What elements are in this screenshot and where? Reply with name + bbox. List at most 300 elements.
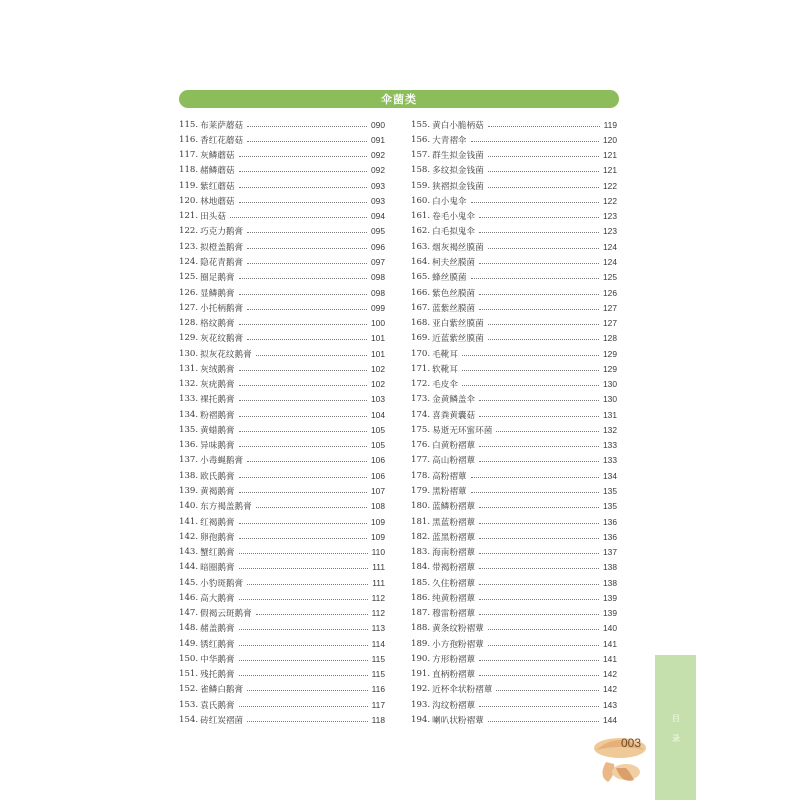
entry-title: 小方孢粉褶蕈	[432, 639, 484, 650]
toc-entry	[179, 163, 385, 178]
dot-leader	[479, 705, 599, 707]
entry-number: 173.	[411, 394, 431, 405]
entry-page-number: 130	[603, 379, 617, 390]
entry-number: 155.	[411, 119, 431, 130]
dot-leader	[247, 125, 367, 127]
entry-page-number: 127	[603, 318, 617, 329]
entry-number: 192.	[411, 684, 431, 695]
entry-number: 171.	[411, 363, 431, 374]
entry-title: 小托柄鹅膏	[200, 303, 244, 314]
entry-number: 158.	[411, 165, 431, 176]
entry-title: 异味鹅膏	[200, 441, 235, 452]
toc-entry	[411, 392, 617, 407]
dot-leader	[239, 399, 367, 401]
toc-entry	[411, 697, 617, 712]
entry-title: 黄褐鹅膏	[200, 487, 235, 497]
toc-entry	[411, 209, 617, 224]
entry-page-number: 141	[603, 653, 617, 664]
dot-leader	[239, 537, 367, 539]
toc-entry	[179, 712, 385, 727]
entry-page-number: 133	[603, 455, 617, 466]
dot-leader	[239, 659, 368, 661]
entry-number: 191.	[411, 669, 431, 680]
entry-number: 169.	[411, 333, 431, 344]
entry-number: 115.	[179, 119, 199, 130]
entry-number: 153.	[179, 699, 199, 710]
toc-entry	[411, 407, 617, 422]
entry-title: 蓝黑粉褶蕈	[432, 532, 476, 543]
entry-page-number: 102	[371, 379, 385, 390]
entry-title: 锈红鹅膏	[200, 639, 235, 650]
toc-entry	[179, 514, 385, 529]
toc-entry	[411, 331, 617, 346]
entry-number: 116.	[179, 134, 199, 145]
dot-leader	[239, 491, 367, 493]
entry-number: 172.	[411, 379, 431, 390]
dot-leader	[479, 613, 599, 615]
entry-number: 135.	[179, 424, 199, 435]
toc-entry	[411, 483, 617, 498]
dot-leader	[462, 384, 599, 386]
toc-entry	[179, 117, 385, 132]
toc-entry	[411, 514, 617, 529]
entry-number: 190.	[411, 653, 431, 664]
entry-number: 175.	[411, 424, 431, 435]
toc-entry	[411, 346, 617, 361]
entry-number: 151.	[179, 669, 199, 680]
entry-page-number: 098	[371, 287, 385, 298]
toc-entry	[179, 438, 385, 453]
toc-entry	[179, 590, 385, 605]
entry-title: 纯黄粉褶蕈	[432, 593, 476, 604]
dot-leader	[488, 720, 599, 722]
dot-leader	[239, 705, 368, 707]
dot-leader	[479, 231, 599, 233]
entry-page-number: 113	[371, 623, 385, 634]
entry-page-number: 142	[603, 669, 617, 680]
side-tab-label-char: 目	[672, 714, 680, 723]
dot-leader	[479, 598, 599, 600]
entry-page-number: 139	[603, 592, 617, 603]
dot-leader	[479, 415, 599, 417]
entry-title: 香红花蘑菇	[200, 135, 244, 146]
dot-leader	[239, 674, 368, 676]
entry-number: 126.	[179, 287, 199, 298]
entry-page-number: 094	[371, 211, 385, 222]
dot-leader	[239, 186, 367, 188]
entry-number: 154.	[179, 714, 199, 725]
dot-leader	[239, 445, 367, 447]
toc-entry	[179, 453, 385, 468]
entry-page-number: 095	[371, 226, 385, 237]
entry-title: 拟灰花纹鹅膏	[200, 349, 252, 360]
entry-page-number: 109	[371, 531, 385, 542]
toc-entry	[179, 499, 385, 514]
entry-number: 141.	[179, 516, 199, 527]
entry-page-number: 093	[371, 195, 385, 206]
entry-title: 粉褶鹅膏	[200, 410, 235, 421]
entry-title: 白毛拟鬼伞	[432, 227, 476, 238]
entry-number: 180.	[411, 501, 431, 512]
entry-title: 中华鹅膏	[200, 654, 235, 665]
entry-page-number: 144	[603, 714, 617, 725]
toc-entry	[411, 575, 617, 590]
toc-entry	[411, 193, 617, 208]
entry-page-number: 100	[371, 318, 385, 329]
entry-number: 133.	[179, 394, 199, 405]
entry-page-number: 101	[371, 333, 385, 344]
dot-leader	[479, 445, 599, 447]
dot-leader	[496, 430, 599, 432]
entry-title: 灰鳞蘑菇	[200, 151, 235, 162]
dot-leader	[247, 720, 368, 722]
dot-leader	[247, 231, 367, 233]
entry-number: 122.	[179, 226, 199, 237]
entry-number: 143.	[179, 547, 199, 558]
entry-page-number: 137	[603, 547, 617, 558]
entry-page-number: 101	[371, 348, 385, 359]
entry-title: 蓝紫丝膜菌	[432, 303, 476, 314]
entry-page-number: 098	[371, 272, 385, 283]
dot-leader	[239, 369, 367, 371]
entry-page-number: 092	[371, 150, 385, 161]
toc-entry	[411, 499, 617, 514]
entry-title: 卷毛小鬼伞	[432, 212, 476, 223]
dot-leader	[479, 674, 599, 676]
toc-entry	[179, 544, 385, 559]
dot-leader	[488, 247, 599, 249]
entry-title: 灰花纹鹅膏	[200, 334, 244, 345]
entry-page-number: 121	[603, 165, 617, 176]
entry-page-number: 134	[603, 470, 617, 481]
entry-title: 软靴耳	[432, 364, 458, 375]
entry-number: 170.	[411, 348, 431, 359]
entry-title: 柯夫丝膜菌	[432, 258, 476, 269]
entry-title: 白黄粉褶蕈	[432, 441, 476, 452]
entry-title: 格纹鹅膏	[200, 319, 235, 330]
entry-title: 方形粉褶蕈	[432, 654, 476, 665]
dot-leader	[479, 506, 599, 508]
entry-number: 149.	[179, 638, 199, 649]
dot-leader	[247, 140, 367, 142]
toc-entry	[411, 712, 617, 727]
entry-title: 毛靴耳	[432, 349, 458, 360]
entry-title: 巧克力鹅膏	[200, 227, 244, 238]
entry-title: 田头菇	[200, 212, 226, 223]
entry-number: 193.	[411, 699, 431, 710]
entry-title: 沟纹粉褶蕈	[432, 700, 476, 711]
toc-entry	[179, 285, 385, 300]
entry-page-number: 135	[603, 501, 617, 512]
toc-entry	[411, 544, 617, 559]
dot-leader	[247, 460, 367, 462]
entry-page-number: 109	[371, 516, 385, 527]
entry-title: 紫红蘑菇	[200, 181, 235, 192]
entry-number: 152.	[179, 684, 199, 695]
toc-entry	[411, 148, 617, 163]
entry-title: 小毒蝇鹅膏	[200, 456, 244, 467]
dot-leader	[256, 613, 368, 615]
toc-entry	[179, 636, 385, 651]
entry-title: 金黄鳞盖伞	[432, 395, 476, 406]
toc-entry	[411, 270, 617, 285]
toc-entry	[179, 422, 385, 437]
entry-number: 146.	[179, 592, 199, 603]
dot-leader	[239, 323, 367, 325]
toc-entry	[411, 636, 617, 651]
entry-title: 灰疣鹅膏	[200, 380, 235, 391]
toc-entry	[411, 468, 617, 483]
entry-number: 156.	[411, 134, 431, 145]
dot-leader	[488, 155, 599, 157]
dot-leader	[479, 308, 599, 310]
entry-page-number: 111	[372, 562, 385, 573]
toc-entry	[179, 697, 385, 712]
entry-page-number: 099	[371, 302, 385, 313]
entry-title: 显鳞鹅膏	[200, 288, 235, 299]
dot-leader	[230, 216, 367, 218]
toc-entry	[179, 529, 385, 544]
toc-entry	[179, 132, 385, 147]
entry-title: 雀鳞白鹅膏	[200, 685, 244, 696]
dot-leader	[479, 583, 599, 585]
entry-page-number: 106	[371, 470, 385, 481]
entry-number: 160.	[411, 195, 431, 206]
entry-title: 狭褶拟金钱菌	[432, 181, 484, 192]
dot-leader	[496, 689, 599, 691]
dot-leader	[488, 125, 600, 127]
entry-title: 群生拟金钱菌	[432, 151, 484, 162]
toc-entry	[411, 239, 617, 254]
entry-page-number: 090	[371, 119, 385, 130]
entry-number: 119.	[179, 180, 199, 191]
entry-page-number: 129	[603, 348, 617, 359]
toc-entry	[411, 590, 617, 605]
entry-page-number: 120	[603, 134, 617, 145]
dot-leader	[239, 522, 367, 524]
entry-title: 蜂丝膜菌	[432, 273, 467, 284]
toc-entry	[411, 178, 617, 193]
entry-page-number: 105	[371, 440, 385, 451]
dot-leader	[247, 338, 367, 340]
dot-leader	[471, 491, 599, 493]
entry-title: 灰绒鹅膏	[200, 364, 235, 375]
entry-title: 圈足鹅膏	[200, 273, 235, 284]
entry-page-number: 135	[603, 486, 617, 496]
toc-entry	[411, 667, 617, 682]
entry-title: 袁氏鹅膏	[200, 700, 235, 711]
toc-entry	[411, 361, 617, 376]
entry-number: 168.	[411, 318, 431, 329]
entry-title: 烟灰褐丝膜菌	[432, 242, 484, 253]
toc-entry	[179, 560, 385, 575]
entry-number: 127.	[179, 302, 199, 313]
entry-number: 187.	[411, 608, 431, 619]
entry-title: 高粉褶蕈	[432, 471, 467, 482]
dot-leader	[239, 644, 368, 646]
dot-leader	[471, 201, 599, 203]
entry-title: 直柄粉褶蕈	[432, 670, 476, 681]
entry-page-number: 129	[603, 363, 617, 374]
entry-title: 东方褐盖鹅膏	[200, 502, 252, 513]
entry-number: 167.	[411, 302, 431, 313]
entry-page-number: 097	[371, 257, 385, 268]
toc-entry	[411, 560, 617, 575]
entry-number: 130.	[179, 348, 199, 359]
entry-title: 黑粉褶蕈	[432, 487, 467, 497]
toc-entry	[411, 254, 617, 269]
toc-entry	[411, 651, 617, 666]
dot-leader	[256, 354, 367, 356]
entry-title: 紫色丝膜菌	[432, 288, 476, 299]
entry-page-number: 123	[603, 211, 617, 222]
toc-entry	[179, 209, 385, 224]
entry-page-number: 091	[371, 134, 385, 145]
entry-title: 喜粪黄囊菇	[432, 410, 476, 421]
entry-number: 165.	[411, 272, 431, 283]
entry-page-number: 121	[603, 150, 617, 161]
entry-title: 蟹红鹅膏	[200, 548, 235, 559]
toc-entry	[411, 132, 617, 147]
dot-leader	[247, 689, 368, 691]
entry-number: 194.	[411, 714, 431, 725]
toc-entry	[179, 331, 385, 346]
entry-number: 145.	[179, 577, 199, 588]
entry-page-number: 143	[603, 699, 617, 710]
toc-entry	[179, 315, 385, 330]
entry-number: 128.	[179, 318, 199, 329]
entry-title: 白小鬼伞	[432, 196, 467, 207]
entry-page-number: 138	[603, 577, 617, 588]
dot-leader	[239, 155, 367, 157]
entry-title: 久住粉褶蕈	[432, 578, 476, 589]
entry-page-number: 140	[603, 623, 617, 634]
entry-number: 138.	[179, 470, 199, 481]
entry-number: 183.	[411, 547, 431, 558]
entry-title: 欧氏鹅膏	[200, 471, 235, 482]
entry-page-number: 141	[603, 638, 617, 649]
entry-title: 黄蜡鹅膏	[200, 425, 235, 436]
entry-title: 近蓝紫丝膜菌	[432, 334, 484, 345]
side-tab-label-char: 录	[672, 734, 680, 743]
entry-title: 黄白小脆柄菇	[432, 120, 484, 131]
toc-entry	[411, 300, 617, 315]
toc-entry	[179, 361, 385, 376]
entry-title: 暗圈鹅膏	[200, 563, 235, 574]
dot-leader	[471, 140, 599, 142]
entry-number: 182.	[411, 531, 431, 542]
entry-number: 179.	[411, 486, 431, 496]
entry-number: 157.	[411, 150, 431, 161]
entry-number: 161.	[411, 211, 431, 222]
entry-page-number: 115	[371, 653, 385, 664]
dot-leader	[239, 293, 367, 295]
entry-title: 赭盖鹅膏	[200, 624, 235, 635]
entry-number: 117.	[179, 150, 199, 161]
dot-leader	[239, 430, 367, 432]
entry-number: 176.	[411, 440, 431, 451]
dot-leader	[488, 628, 599, 630]
dot-leader	[479, 262, 599, 264]
toc-entry	[411, 422, 617, 437]
entry-number: 131.	[179, 363, 199, 374]
toc-column-left	[179, 117, 385, 728]
entry-title: 拟橙盖鹅膏	[200, 242, 244, 253]
dot-leader	[239, 415, 367, 417]
toc-entry	[179, 667, 385, 682]
entry-title: 裸托鹅膏	[200, 395, 235, 406]
entry-page-number: 104	[371, 409, 385, 420]
entry-title: 黄条纹粉褶蕈	[432, 624, 484, 635]
entry-number: 125.	[179, 272, 199, 283]
entry-title: 高山粉褶蕈	[432, 456, 476, 467]
dot-leader	[479, 293, 599, 295]
dot-leader	[247, 583, 368, 585]
entry-number: 120.	[179, 195, 199, 206]
dot-leader	[247, 262, 367, 264]
toc-entry	[411, 315, 617, 330]
entry-title: 林地蘑菇	[200, 196, 235, 207]
dot-leader	[479, 399, 599, 401]
toc-entry	[179, 178, 385, 193]
toc-entry	[179, 377, 385, 392]
entry-number: 181.	[411, 516, 431, 527]
toc-entry	[179, 407, 385, 422]
entry-page-number: 112	[371, 608, 385, 619]
toc-entry	[411, 224, 617, 239]
dot-leader	[239, 170, 367, 172]
entry-title: 亚白紫丝膜菌	[432, 319, 484, 330]
entry-number: 159.	[411, 180, 431, 191]
entry-title: 带褐粉褶蕈	[432, 563, 476, 574]
toc-entry	[179, 270, 385, 285]
entry-page-number: 118	[371, 714, 385, 725]
entry-title: 毛皮伞	[432, 380, 458, 391]
toc-entry	[179, 468, 385, 483]
dot-leader	[488, 338, 599, 340]
dot-leader	[239, 201, 367, 203]
entry-page-number: 133	[603, 440, 617, 451]
entry-page-number: 116	[371, 684, 385, 695]
dot-leader	[239, 277, 367, 279]
entry-page-number: 130	[603, 394, 617, 405]
entry-page-number: 127	[603, 302, 617, 313]
dot-leader	[479, 216, 599, 218]
entry-page-number: 114	[371, 638, 385, 649]
entry-page-number: 122	[603, 180, 617, 191]
toc-entry	[179, 651, 385, 666]
entry-number: 129.	[179, 333, 199, 344]
entry-number: 132.	[179, 379, 199, 390]
entry-page-number: 096	[371, 241, 385, 252]
entry-page-number: 136	[603, 531, 617, 542]
toc-entry	[179, 346, 385, 361]
dot-leader	[488, 170, 599, 172]
entry-number: 123.	[179, 241, 199, 252]
toc-entry	[179, 575, 385, 590]
entry-title: 赭鳞蘑菇	[200, 166, 235, 177]
entry-title: 蓝鳞粉褶蕈	[432, 502, 476, 513]
entry-title: 布莱萨蘑菇	[200, 120, 244, 131]
entry-number: 177.	[411, 455, 431, 466]
entry-page-number: 112	[371, 592, 385, 603]
toc-column-right	[411, 117, 617, 728]
entry-title: 黑蓝粉褶蕈	[432, 517, 476, 528]
entry-number: 142.	[179, 531, 199, 542]
entry-number: 144.	[179, 562, 199, 573]
dot-leader	[479, 537, 599, 539]
entry-number: 137.	[179, 455, 199, 466]
